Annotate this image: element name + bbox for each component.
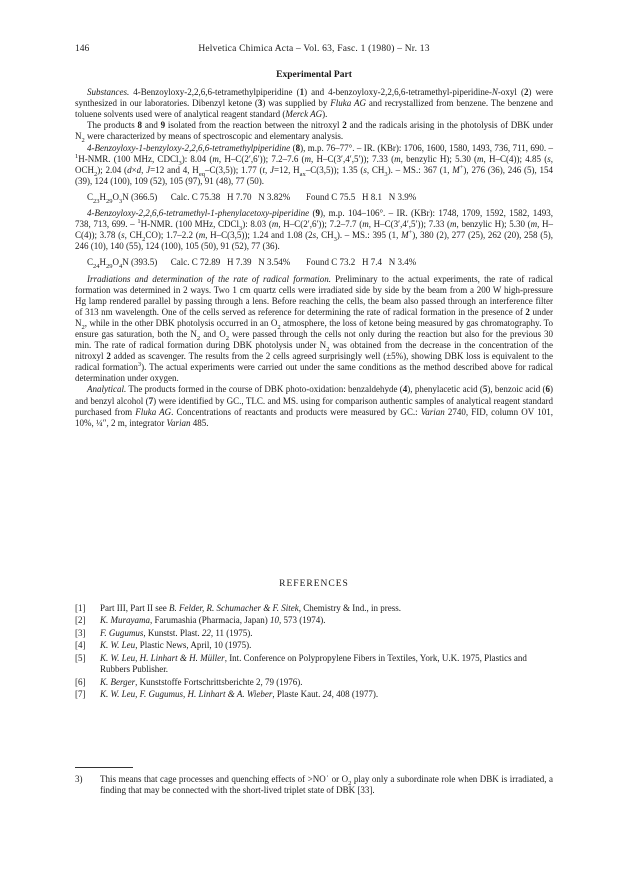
reference-text: K. W. Leu, F. Gugumus, H. Linhart & A. Wieber, Plaste Kaut. 24, 408 (1977). — [100, 689, 379, 699]
reference-item — [75, 689, 553, 700]
reference-text: F. Gugumus, Kunstst. Plast. 22, 11 (1975). — [100, 627, 253, 638]
reference-number: [2] — [75, 615, 86, 626]
journal-title: Helvetica Chimica Acta – Vol. 63, Fasc. 1 (1980) – Nr. 13 — [198, 44, 430, 54]
page-number: 146 — [75, 44, 90, 54]
footnote-divider — [75, 767, 133, 768]
footnote-text: This means that cage processes and quenching effects of >NO˙ or $O_2$ play only a subordinate role when DBK is irradiated, a finding that may be connected with the short-lived triplet state of DBK [33]. — [100, 774, 553, 796]
products-paragraph: The products 8 and 9 isolated from the reaction between the nitroxyl 2 and the radicals arising in the photolysis of DBK under $N_2$ were characterized by means of spectroscopic and elementary analysis. — [75, 120, 553, 145]
reference-item — [75, 628, 553, 639]
reference-item — [75, 603, 553, 614]
compound-8-analysis: $C_{23}H_{29}O_3N$ (366.5) Calc. C 75.38 H 7.70 N 3.82% Found C 75.5 H 8.1 N 3.9% — [87, 191, 417, 205]
compound-8-paragraph: 4-Benzoyloxy-1-benzyloxy-2,2,6,6-tetramethylpiperidine (8), m.p. 76–77°. – IR. (KBr): 1706, 1600, 1580, 1493, 736, 711, 690. – $^1$H-NMR. (100 MHz, CDCl$_3$): 8.04 (m, H–C(2′,6′)); 7.2–7.6 (m, H–C(3′,4′,5′)); 7.33 (m, benzylic H); 5.30 (m, H–C(4)); 4.85 (s, $OCH_2$); 2.04 (d×d, J=12 and 4, $H_{eq}-C(3,5)$); 1.77 (t, J=12, $H_{ax}-C(3,5)$); 1.35 (s, $CH_3$). – MS.: 367 (1, M+), 276 (36), 246 (5), 154 (39), 124 (100), 109 (52), 105 (97), 91 (48), 77 (50). — [75, 142, 554, 186]
reference-number: [3] — [75, 627, 86, 638]
reference-item — [75, 640, 553, 651]
reference-text: K. Murayama, Farumashia (Pharmacia, Japan) 10, 573 (1974). — [100, 615, 326, 626]
compound-9-paragraph: 4-Benzoyloxy-2,2,6,6-tetramethyl-1-phenylacetoxy-piperidine (9), m.p. 104–106°. – IR. (KBr): 1748, 1709, 1592, 1582, 1493, 738, 713, 699. – $^1$H-NMR. (100 MHz, CDCl$_3$): 8.03 (m, H–C(2′,6′)); 7.2–7.7 (m, H–C(3′,4′,5′)); 7.33 (m, benzylic H); 5.30 (m, H–C(4)); 3.78 (s, $CH_2CO$); 1.7–2.2 (m, H–C(3,5)); 1.24 and 1.08 (2s, $CH_3$). – MS.: 395 (1, M+), 380 (2), 277 (25), 262 (20), 258 (5), 246 (10), 140 (55), 124 (100), 105 (50), 91 (52), 77 (36). — [75, 208, 554, 252]
reference-text: K. W. Leu, H. Linhart & H. Müller, Int. Conference on Polypropylene Fibers in Textiles, York, U.K. 1975, Plastics and Rubbers Publisher. — [100, 652, 527, 675]
reference-number: [4] — [75, 640, 86, 651]
reference-number: [6] — [75, 676, 86, 687]
reference-item — [75, 677, 553, 688]
reference-item — [75, 653, 553, 675]
running-header — [75, 44, 553, 56]
section-title: Experimental Part — [276, 70, 352, 80]
compound-9-analysis: $C_{24}H_{29}O_4N$ (393.5) Calc. C 72.89 H 7.39 N 3.54% Found C 73.2 H 7.4 N 3.4% — [87, 257, 417, 271]
footnote — [75, 774, 553, 796]
reference-text: K. Berger, Kunststoffe Fortschrittsberichte 2, 79 (1976). — [100, 676, 303, 687]
irradiation-paragraph: Irradiations and determination of the rate of radical formation. Preliminary to the actual experiments, the rate of radical formation was determined in 2 ways. Two 1 cm quartz cells were irradiated side by side by the beam from a 200 W high-pressure Hg lamp rendered parallel by passing through a lens. Before reaching the cells, the beam also passed through an interference filter of 313 nm wavelength. One of the cells served as reference for determining the rate of radical formation in the presence of 2 under $N_2$, while in the other DBK photolysis occurred in an $O_2$ atmosphere, the loss of ketone being measured by gas chromatography. To ensure gas saturation, both the $N_2$ and $O_2$ were passed through the cells not only during the reaction but also for the previous 30 min. The rate of radical formation during DBK photolysis under $N_2$ was obtained from the decrease in the concentration of the nitroxyl 2 added as scavenger. The results from the 2 cells agreed surprisingly well (±5%), showing DBK loss is equivalent to the radical formation$^3$). The actual experiments were carried out under the same conditions as the method described above for radical determination under oxygen. — [75, 273, 554, 384]
reference-item — [75, 615, 553, 626]
reference-text: K. W. Leu, Plastic News, April, 10 (1975). — [100, 640, 252, 651]
reference-number: [1] — [75, 603, 86, 613]
reference-number: [5] — [75, 652, 86, 663]
reference-text: Part III, Part II see B. Felder, R. Schumacher & F. Sitek, Chemistry & Ind., in press. — [100, 603, 402, 613]
footnote-number: 3) — [75, 774, 83, 784]
analytical-paragraph: Analytical. The products formed in the course of DBK photo-oxidation: benzaldehyde (4), phenylacetic acid (5), benzoic acid (6) and benzyl alcohol (7) were identified by GC., TLC. and MS. using for comparison authentic samples of analytical reagent standard purchased from Fluka AG. Concentrations of reactants and products were measured by GC.: Varian 2740, FID, column OV 101, 10%, ¼″, 2 m, integrator Varian 485. — [75, 384, 553, 428]
substances-paragraph: Substances. 4-Benzoyloxy-2,2,6,6-tetramethylpiperidine (1) and 4-benzoyloxy-2,2,6,6-tetramethyl-piperidine-N-oxyl (2) were synthesized in our laboratories. Dibenzyl ketone (3) was supplied by Fluka AG and recrystallized from benzene. The benzene and toluene solvents used were of analytical reagent standard (Merck AG). — [75, 87, 554, 120]
reference-number: [7] — [75, 689, 86, 699]
references-list — [75, 603, 553, 701]
references-title: REFERENCES — [279, 579, 349, 589]
experimental-section — [75, 70, 553, 429]
